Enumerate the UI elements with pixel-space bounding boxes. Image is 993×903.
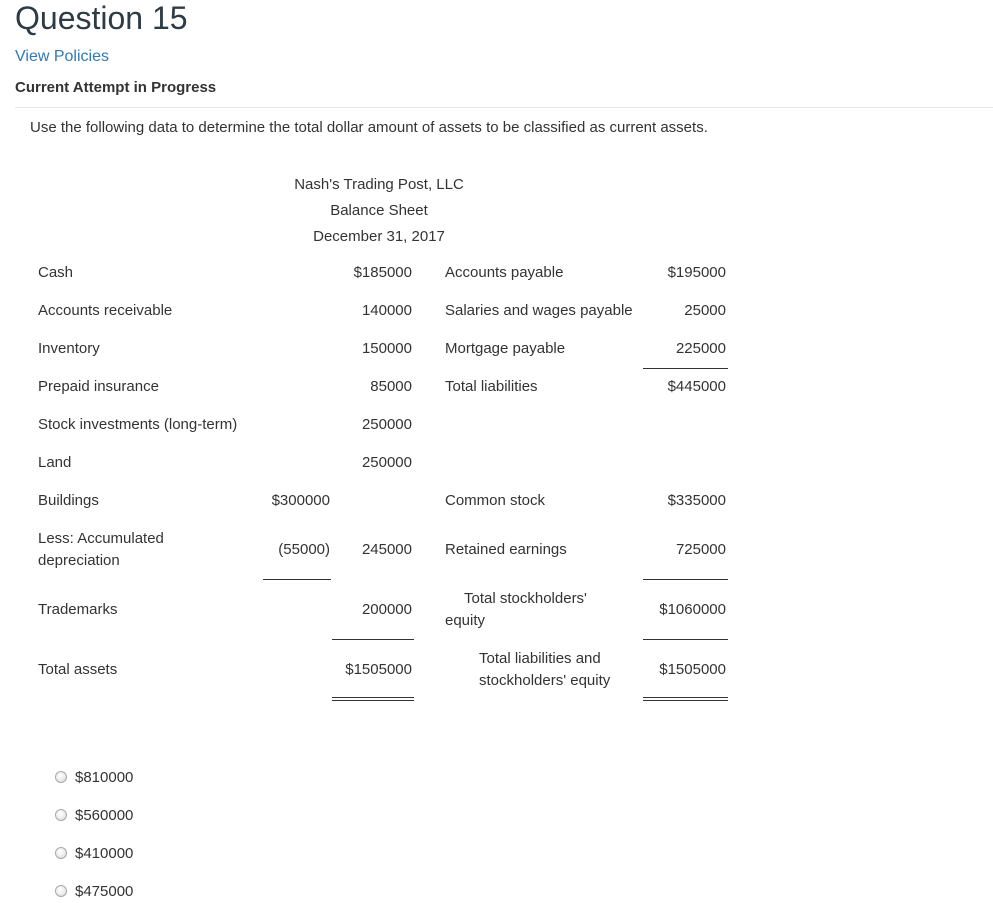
asset-amount: 85000	[370, 378, 412, 395]
equity-label: Total liabilities and stockholders' equity	[479, 650, 611, 689]
double-rule-bottom	[643, 700, 728, 701]
asset-amount: 250000	[361, 454, 412, 471]
liability-amount: 25000	[684, 302, 726, 319]
header-divider	[15, 107, 993, 108]
asset-label: Buildings	[38, 492, 99, 509]
asset-amount: 250000	[361, 416, 412, 433]
equity-amount: 725000	[675, 541, 726, 558]
asset-sub-amount: $300000	[271, 492, 330, 509]
radio-button[interactable]	[55, 847, 67, 859]
company-name: Nash's Trading Post, LLC	[294, 176, 464, 193]
radio-button[interactable]	[55, 771, 67, 783]
asset-amount: 140000	[361, 302, 412, 319]
asset-label: Less: Accumulated depreciation	[38, 530, 164, 569]
asset-label: Accounts receivable	[38, 302, 173, 319]
answer-option-label[interactable]: $810000	[75, 768, 134, 786]
equity-subtotal-rule	[643, 579, 728, 580]
liability-amount: 225000	[675, 340, 726, 357]
question-title: Question 15	[15, 0, 188, 36]
asset-amount: 150000	[361, 340, 412, 357]
asset-label: Land	[38, 454, 72, 471]
equity-label: Total stockholders' equity	[445, 590, 587, 629]
answer-option[interactable]	[55, 767, 133, 787]
radio-button[interactable]	[55, 809, 67, 821]
view-policies-link[interactable]: View Policies	[15, 48, 109, 65]
equity-amount: $335000	[667, 492, 726, 509]
asset-sub-amount: (55000)	[278, 541, 330, 558]
liability-total-rule	[643, 368, 728, 369]
answer-option[interactable]	[55, 843, 133, 863]
equity-label: Retained earnings	[445, 541, 567, 558]
answer-option-label[interactable]: $560000	[75, 806, 134, 824]
subtotal-rule	[263, 579, 331, 580]
answer-option-label[interactable]: $475000	[75, 882, 134, 900]
asset-amount: $185000	[353, 264, 412, 281]
answer-option-label[interactable]: $410000	[75, 844, 134, 862]
equity-label: Common stock	[445, 492, 546, 509]
statement-date: December 31, 2017	[313, 228, 445, 245]
asset-label: Total assets	[38, 661, 118, 678]
double-rule-bottom	[332, 700, 414, 701]
statement-name: Balance Sheet	[330, 202, 428, 219]
double-rule-top	[643, 697, 728, 698]
asset-label: Cash	[38, 264, 74, 281]
asset-label: Inventory	[38, 340, 100, 357]
total-assets-amount: $1505000	[345, 661, 412, 678]
total-liabilities-amount: $445000	[667, 378, 726, 395]
asset-amount: 245000	[361, 541, 412, 558]
asset-total-rule	[332, 639, 414, 640]
liability-amount: $195000	[667, 264, 726, 281]
equity-amount: $1505000	[659, 661, 726, 678]
liability-label: Mortgage payable	[445, 340, 566, 357]
radio-button[interactable]	[55, 885, 67, 897]
liability-label: Salaries and wages payable	[445, 302, 633, 319]
asset-amount: 200000	[361, 601, 412, 618]
equity-total-rule	[643, 639, 728, 640]
liability-label: Total liabilities	[445, 378, 538, 395]
asset-label: Trademarks	[38, 601, 118, 618]
asset-label: Prepaid insurance	[38, 378, 159, 395]
liability-label: Accounts payable	[445, 264, 564, 281]
double-rule-top	[332, 697, 414, 698]
equity-amount: $1060000	[659, 601, 726, 618]
attempt-status: Current Attempt in Progress	[15, 79, 217, 96]
asset-label: Stock investments (long-term)	[38, 416, 238, 433]
question-prompt: Use the following data to determine the total dollar amount of assets to be classified as current assets.	[30, 119, 708, 136]
answer-option[interactable]	[55, 805, 133, 825]
answer-option[interactable]	[55, 881, 133, 901]
